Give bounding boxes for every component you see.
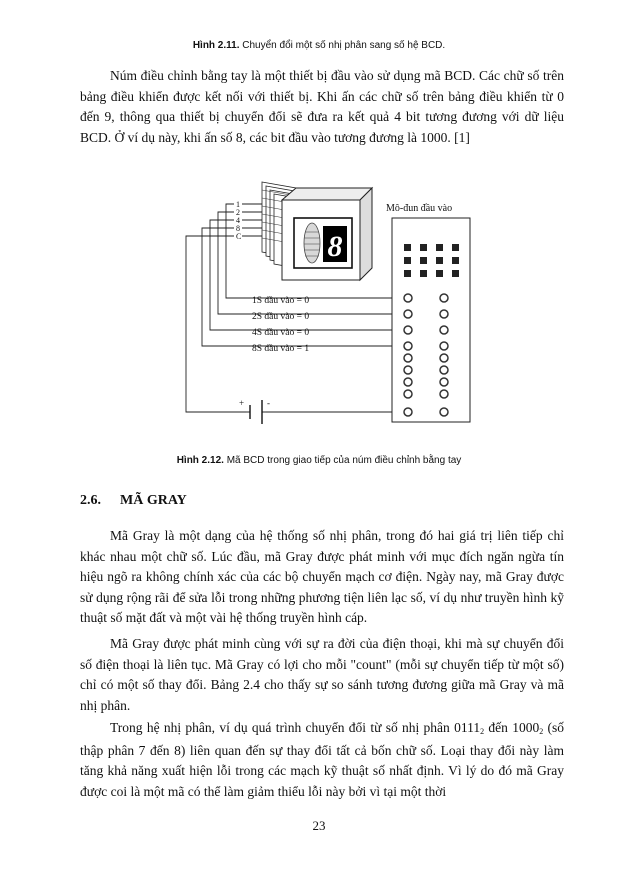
section-heading (80, 493, 187, 509)
input-label-8s: 8S đầu vào = 1 (252, 344, 310, 354)
module-terminals-left (404, 294, 412, 416)
subscript: 2 (480, 727, 485, 736)
section-title: MÃ GRAY (120, 493, 187, 508)
wire-label-1: 1 (236, 200, 240, 209)
module-terminals-right (440, 294, 448, 416)
paragraph-binary-transition (80, 718, 564, 802)
caption-label: Hình 2.12. (176, 455, 224, 466)
text-run: đến 1000 (484, 720, 540, 735)
caption-text: Mã BCD trong giao tiếp của núm điều chỉnh bằng tay (223, 455, 462, 466)
wire-label-c: C (236, 232, 242, 241)
figure-2-12-caption (0, 455, 638, 466)
thumbwheel-switch (262, 182, 372, 280)
text-run: (số thập phân 7 đến 8) liên quan đến sự thay đổi tất cả bốn chữ số. Loại thay đổi này làm tăng khả năng xuất hiện lỗi trong các mạch kỹ thuật số nhất định. Vì lý do đó mã Gray được coi là một mã có thể làm giảm thiểu lỗi này bởi vì tại một thời (80, 720, 565, 799)
input-label-4s: 4S đầu vào = 0 (252, 328, 310, 338)
intro-paragraph: Núm điều chỉnh bằng tay là một thiết bị đầu vào sử dụng mã BCD. Các chữ số trên bảng điều khiển được kết nối với thiết bị. Khi ấn các chữ số trên bảng điều khiển từ 0 đến 9, thông qua thiết bị chuyển đổi sẽ đưa ra kết quả 4 bit tương đương với dữ liệu BCD. Ở ví dụ này, khi ấn số 8, các bit đầu vào tương đương là 1000. [1] (80, 68, 564, 145)
battery-minus: - (267, 398, 270, 408)
caption-label: Hình 2.11. (192, 40, 240, 51)
input-label-2s: 2S đầu vào = 0 (252, 312, 310, 322)
display-digit: 8 (327, 230, 343, 263)
page-number: 23 (312, 818, 326, 833)
text-run: Trong hệ nhị phân, ví dụ quá trình chuyển đổi từ số nhị phân 0111 (110, 720, 481, 735)
wire-label-8: 8 (236, 224, 240, 233)
subscript: 2 (539, 727, 544, 736)
wire-label-2: 2 (236, 208, 240, 217)
input-label-1s: 1S đầu vào = 0 (252, 296, 310, 306)
section-number: 2.6. (80, 493, 101, 508)
paragraph-gray-definition: Mã Gray là một dạng của hệ thống số nhị phân, trong đó hai giá trị liên tiếp chỉ khác nhau một chữ số. Lúc đầu, mã Gray được phát minh với mục đích ngăn ngừa tín hiệu ngõ ra không chính xác của các bộ chuyển mạch cơ điện. Ngày nay, mã Gray được sử dụng rộng rãi để sửa lỗi trong những phương tiện liên lạc số, ví dụ như truyền hình kỹ thuật số mặt đất và một vài hệ thống truyền hình cáp. (80, 528, 564, 625)
module-label: Mô-đun đầu vào (386, 203, 453, 214)
wire-label-4: 4 (236, 216, 240, 225)
paragraph-gray-history: Mã Gray được phát minh cùng với sự ra đời của điện thoại, khi mà sự chuyển đổi số điện thoại là liên tục. Mã Gray có lợi cho mỗi "count" (mỗi sự chuyển tiếp từ một số) chỉ có một số thay đổi. Bảng 2.4 cho thấy sự so sánh tương đương giữa mã Gray và mã nhị phân. (80, 636, 564, 713)
caption-text: Chuyển đổi một số nhị phân sang số hệ BCD. (239, 40, 446, 51)
battery (246, 400, 266, 424)
battery-plus: + (239, 398, 245, 408)
